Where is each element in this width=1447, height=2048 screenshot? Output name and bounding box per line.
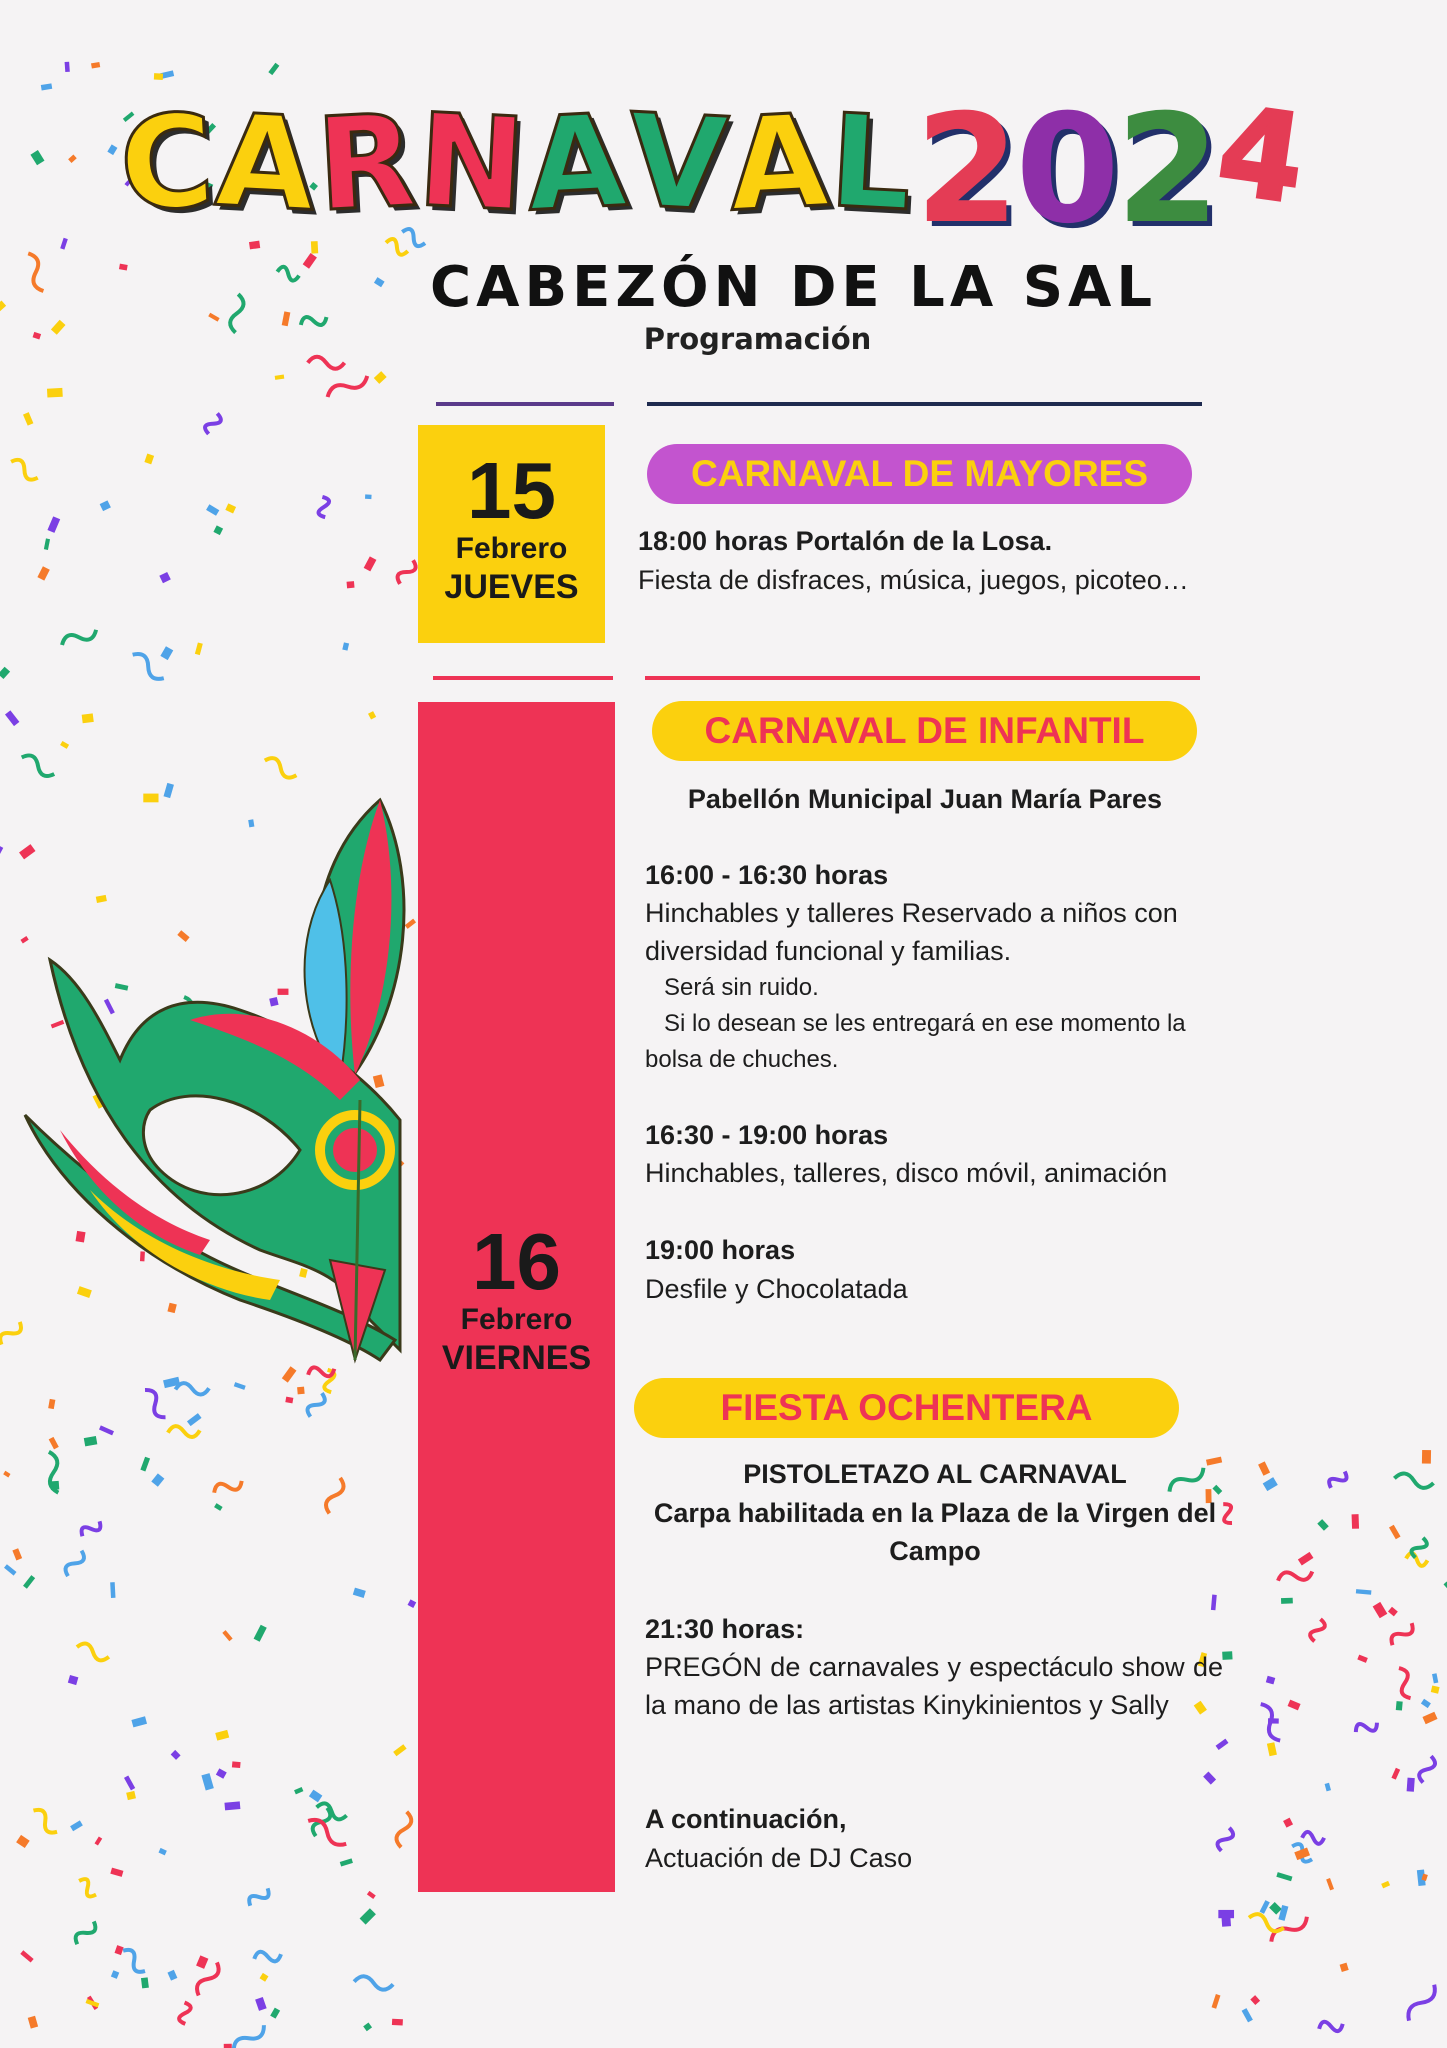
date-box-thursday (418, 425, 605, 643)
confetti-piece (254, 1625, 267, 1642)
confetti-piece (75, 1876, 99, 1899)
confetti-piece (353, 1588, 366, 1598)
confetti-piece (68, 155, 77, 163)
ochentera-headline: PISTOLETAZO AL CARNAVAL (743, 1459, 1127, 1489)
confetti-piece (260, 1973, 269, 1982)
confetti-piece (49, 1437, 59, 1450)
confetti-piece (168, 1424, 201, 1438)
confetti-piece (1294, 1847, 1310, 1860)
confetti-piece (76, 1231, 86, 1243)
confetti-piece (99, 1425, 114, 1435)
confetti-piece (187, 1413, 202, 1426)
confetti-piece (70, 1820, 83, 1831)
confetti-piece (373, 1074, 385, 1088)
confetti-piece (75, 1641, 110, 1662)
confetti-piece (1373, 1602, 1388, 1618)
confetti-piece (1417, 1754, 1437, 1784)
after-label: A continuación, (645, 1804, 847, 1834)
confetti-piece (1281, 1598, 1293, 1604)
confetti-piece (1326, 1468, 1349, 1492)
confetti-piece (1325, 1783, 1331, 1792)
mayores-description: Fiesta de disfraces, música, juegos, picoteo… (638, 565, 1189, 595)
confetti-piece (1203, 1772, 1216, 1785)
section-title-ochentera: FIESTA OCHENTERA (634, 1378, 1179, 1438)
confetti-piece (392, 2019, 403, 2026)
confetti-piece (4, 1564, 17, 1575)
confetti-piece (1255, 1701, 1285, 1743)
confetti-piece (308, 357, 345, 369)
confetti-piece (100, 500, 111, 511)
confetti-piece (141, 1977, 149, 1988)
infantil-venue: Pabellón Municipal Juan María Pares (687, 784, 1163, 814)
date-weekday: JUEVES (444, 568, 579, 606)
confetti-piece (1216, 1826, 1235, 1853)
confetti-piece (303, 253, 317, 269)
confetti-piece (0, 667, 10, 679)
confetti-piece (20, 936, 28, 943)
confetti-piece (1258, 1461, 1270, 1475)
year-digit: 4 (1210, 81, 1309, 231)
confetti-piece (1317, 1519, 1328, 1531)
confetti-piece (374, 371, 387, 384)
confetti-piece (5, 710, 19, 726)
confetti-piece (95, 1836, 103, 1845)
confetti-piece (29, 1806, 61, 1836)
confetti-piece (111, 1970, 119, 1979)
confetti-piece (1302, 1832, 1324, 1844)
confetti-piece (1266, 1676, 1275, 1685)
confetti-piece (1388, 1619, 1416, 1649)
confetti-piece (1356, 1589, 1372, 1595)
confetti-piece (1267, 1742, 1277, 1756)
carnival-mask-icon (25, 800, 404, 1360)
confetti-piece (28, 2016, 38, 2029)
confetti-piece (1269, 1902, 1282, 1915)
confetti-piece (225, 503, 236, 513)
confetti-piece (1221, 1913, 1231, 1927)
date-month: Febrero (460, 1303, 573, 1336)
confetti-piece (316, 496, 331, 518)
confetti-piece (395, 1811, 412, 1848)
confetti-piece (177, 930, 189, 942)
confetti-piece (119, 264, 128, 271)
confetti-piece (23, 251, 49, 293)
confetti-piece (255, 1997, 267, 2011)
confetti-piece (360, 1908, 376, 1924)
confetti-piece (8, 457, 41, 483)
confetti-piece (253, 1948, 282, 1965)
date-day: 16 (472, 1217, 561, 1306)
confetti-piece (1421, 1699, 1431, 1708)
confetti-piece (276, 266, 300, 282)
section-title-mayores: CARNAVAL DE MAYORES (647, 444, 1192, 504)
confetti-piece (297, 1387, 305, 1395)
confetti-piece (0, 301, 6, 315)
confetti-piece (47, 516, 60, 533)
confetti-piece (1250, 1995, 1260, 2005)
confetti-piece (1318, 2018, 1344, 2035)
confetti-piece (354, 1976, 394, 1991)
confetti-piece (60, 624, 99, 650)
title-letter: N (413, 86, 531, 241)
confetti-piece (1381, 1881, 1390, 1889)
confetti-piece (196, 1955, 208, 1969)
confetti-piece (1298, 1552, 1314, 1566)
confetti-piece (278, 989, 289, 995)
year-digit: 2 (915, 83, 1016, 257)
confetti-piece (364, 556, 377, 571)
slot-time: 16:00 - 16:30 horas (645, 860, 889, 890)
confetti-piece (119, 1946, 149, 1975)
confetti-piece (246, 1884, 272, 1910)
confetti-piece (19, 752, 57, 779)
confetti-piece (41, 83, 52, 90)
confetti-piece (1393, 1666, 1416, 1700)
confetti-piece (374, 277, 385, 287)
confetti-piece (0, 845, 3, 855)
confetti-piece (159, 1848, 167, 1855)
confetti-piece (365, 494, 372, 499)
confetti-piece (143, 794, 158, 803)
confetti-piece (1431, 1685, 1440, 1693)
confetti-piece (1410, 1536, 1429, 1560)
confetti-piece (262, 755, 299, 781)
confetti-piece (140, 1386, 170, 1420)
confetti-piece (37, 566, 49, 580)
confetti-piece (224, 1801, 240, 1810)
title-letter: A (212, 86, 321, 241)
after-description: Actuación de DJ Caso (645, 1843, 913, 1873)
slot-description: PREGÓN de carnavales y espectáculo show de la mano de las artistas Kinykinientos y Sally (645, 1652, 1223, 1720)
title-letter: R (313, 86, 422, 241)
confetti-piece (96, 895, 107, 903)
confetti-piece (115, 983, 129, 990)
date-month: Febrero (455, 532, 568, 565)
confetti-piece (171, 1750, 181, 1760)
divider-right-mid (645, 676, 1200, 680)
confetti-piece (408, 1599, 417, 1608)
confetti-piece (151, 1473, 164, 1486)
confetti-piece (206, 504, 219, 515)
confetti-piece (268, 63, 279, 75)
confetti-piece (216, 1768, 227, 1778)
confetti-piece (159, 572, 170, 583)
mayores-time-place: 18:00 horas Portalón de la Losa. (638, 526, 1053, 556)
divider-right-top (647, 402, 1202, 406)
confetti-piece (179, 2002, 192, 2024)
confetti-piece (305, 1391, 327, 1420)
confetti-piece (48, 1399, 55, 1409)
slot-description: Hinchables y talleres Reservado a niños con diversidad funcional y familias. (645, 898, 1178, 966)
ochentera-venue: Carpa habilitada en la Plaza de la Virgen del Campo (653, 1498, 1217, 1566)
confetti-piece (78, 1517, 103, 1541)
confetti-piece (1422, 1712, 1437, 1724)
confetti-piece (1288, 1700, 1301, 1711)
confetti-piece (167, 1970, 177, 1981)
confetti-piece (309, 1790, 322, 1803)
year-title (915, 81, 1309, 257)
confetti-piece (294, 1787, 303, 1794)
title-letter: V (623, 86, 733, 241)
confetti-piece (324, 1476, 346, 1515)
confetti-piece (23, 412, 33, 425)
confetti-piece (1404, 1981, 1439, 2024)
divider-left-mid (433, 676, 613, 680)
confetti-piece (215, 1730, 229, 1741)
confetti-piece (203, 411, 223, 436)
title-letter: L (826, 86, 918, 241)
confetti-piece (1309, 1618, 1327, 1643)
slot-note: Si lo desean se les entregará en ese momento la bolsa de chuches. (645, 1010, 1186, 1073)
confetti-piece (212, 1475, 244, 1498)
confetti-piece (104, 999, 115, 1015)
confetti-piece (195, 642, 203, 655)
confetti-piece (1340, 1963, 1349, 1972)
confetti-piece (110, 1868, 123, 1877)
slot-note: Será sin ruido. (664, 974, 819, 1001)
confetti-piece (363, 2022, 372, 2031)
confetti-piece (1326, 1878, 1334, 1890)
title-letter: C (116, 86, 220, 241)
confetti-piece (230, 2021, 268, 2048)
confetti-piece (175, 1382, 209, 1395)
confetti-piece (1432, 1673, 1438, 1683)
confetti-piece (140, 1457, 150, 1472)
confetti-piece (285, 1397, 293, 1404)
confetti-piece (1394, 1472, 1435, 1489)
confetti-piece (325, 371, 370, 403)
confetti-piece (1276, 1872, 1292, 1881)
confetti-piece (1388, 1607, 1398, 1617)
confetti-piece (367, 1891, 376, 1899)
slot-description: Desfile y Chocolatada (645, 1274, 908, 1304)
confetti-piece (44, 538, 50, 550)
confetti-piece (1405, 1553, 1428, 1567)
confetti-piece (47, 388, 63, 398)
confetti-piece (0, 1318, 24, 1348)
confetti-piece (23, 1575, 35, 1589)
confetti-piece (270, 2008, 280, 2019)
confetti-piece (65, 62, 70, 72)
confetti-piece (60, 238, 68, 250)
confetti-piece (1211, 1595, 1217, 1611)
year-digit: 0 (1015, 83, 1116, 257)
confetti-piece (214, 1503, 223, 1511)
confetti-piece (1353, 1717, 1379, 1737)
confetti-piece (1242, 2008, 1253, 2022)
confetti-piece (12, 1548, 22, 1560)
confetti-piece (222, 1630, 232, 1641)
confetti-piece (1352, 1514, 1359, 1529)
confetti-piece (82, 713, 94, 723)
confetti-piece (20, 1950, 33, 1962)
confetti-piece (1389, 1525, 1401, 1540)
confetti-piece (60, 741, 69, 749)
confetti-piece (1422, 1450, 1431, 1464)
confetti-piece (248, 819, 254, 827)
confetti-piece (1260, 1900, 1270, 1914)
confetti-piece (234, 1382, 246, 1390)
confetti-piece (154, 73, 163, 80)
confetti-piece (30, 150, 44, 165)
confetti-piece (1391, 1768, 1400, 1780)
confetti-piece (275, 375, 285, 380)
confetti-piece (368, 711, 376, 719)
confetti-piece (340, 1858, 353, 1866)
confetti-piece (3, 1471, 10, 1478)
title-letter: A (724, 86, 834, 241)
confetti-piece (164, 783, 174, 798)
slot-time: 19:00 horas (645, 1235, 796, 1265)
slot-time: 21:30 horas: (645, 1614, 805, 1644)
confetti-piece (1407, 1778, 1415, 1792)
confetti-piece (110, 1582, 115, 1598)
section-title-infantil: CARNAVAL DE INFANTIL (652, 701, 1197, 761)
town-title: CABEZÓN DE LA SAL (430, 255, 1158, 320)
slot-time: 16:30 - 19:00 horas (645, 1120, 889, 1150)
confetti-piece (144, 454, 154, 465)
confetti-piece (16, 1835, 30, 1848)
confetti-piece (347, 581, 355, 588)
confetti-piece (77, 1286, 92, 1298)
confetti-piece (68, 1675, 79, 1685)
confetti-piece (107, 144, 117, 155)
divider-left-top (436, 402, 614, 406)
confetti-piece (19, 844, 35, 859)
confetti-piece (167, 1303, 176, 1313)
confetti-piece (311, 241, 318, 254)
confetti-piece (1276, 1566, 1313, 1587)
confetti-piece (269, 997, 278, 1006)
confetti-piece (126, 1791, 136, 1800)
confetti-piece (1357, 1655, 1368, 1663)
confetti-piece (1283, 1818, 1293, 1828)
confetti-piece (91, 62, 100, 69)
confetti-piece (115, 1945, 124, 1955)
confetti-piece (315, 1802, 348, 1822)
confetti-piece (84, 1436, 98, 1446)
confetti-piece (208, 313, 219, 322)
confetti-piece (201, 1773, 213, 1790)
confetti-piece (405, 919, 416, 929)
confetti-piece (160, 646, 173, 660)
confetti-piece (131, 1716, 147, 1727)
confetti-piece (72, 1918, 98, 1948)
confetti-piece (1222, 1651, 1232, 1660)
confetti-piece (51, 1020, 65, 1028)
date-day: 15 (467, 446, 556, 535)
carnaval-title (116, 86, 918, 241)
confetti-piece (1263, 1477, 1278, 1491)
date-weekday: VIERNES (441, 1339, 592, 1377)
confetti-piece (1216, 1739, 1229, 1750)
confetti-piece (232, 1761, 241, 1768)
confetti-piece (342, 642, 349, 650)
confetti-piece (299, 1268, 308, 1278)
confetti-piece (1444, 1582, 1447, 1596)
confetti-piece (124, 1776, 135, 1791)
date-box-friday (418, 702, 615, 1892)
confetti-piece (63, 1548, 87, 1579)
confetti-piece (140, 1251, 145, 1261)
title-letter: A (522, 86, 632, 241)
confetti-piece (384, 237, 410, 257)
confetti-piece (395, 557, 419, 586)
year-digit: 2 (1115, 83, 1217, 257)
confetti-piece (393, 1744, 406, 1756)
slot-description: Hinchables, talleres, disco móvil, animación (645, 1158, 1168, 1188)
confetti-piece (213, 525, 223, 535)
confetti-piece (282, 1366, 297, 1382)
confetti-piece (1396, 1701, 1403, 1710)
page-subtitle: Programación (643, 322, 872, 356)
confetti-piece (50, 1481, 59, 1490)
confetti-piece (224, 2044, 232, 2048)
confetti-piece (249, 241, 260, 250)
confetti-piece (1212, 1994, 1221, 2009)
